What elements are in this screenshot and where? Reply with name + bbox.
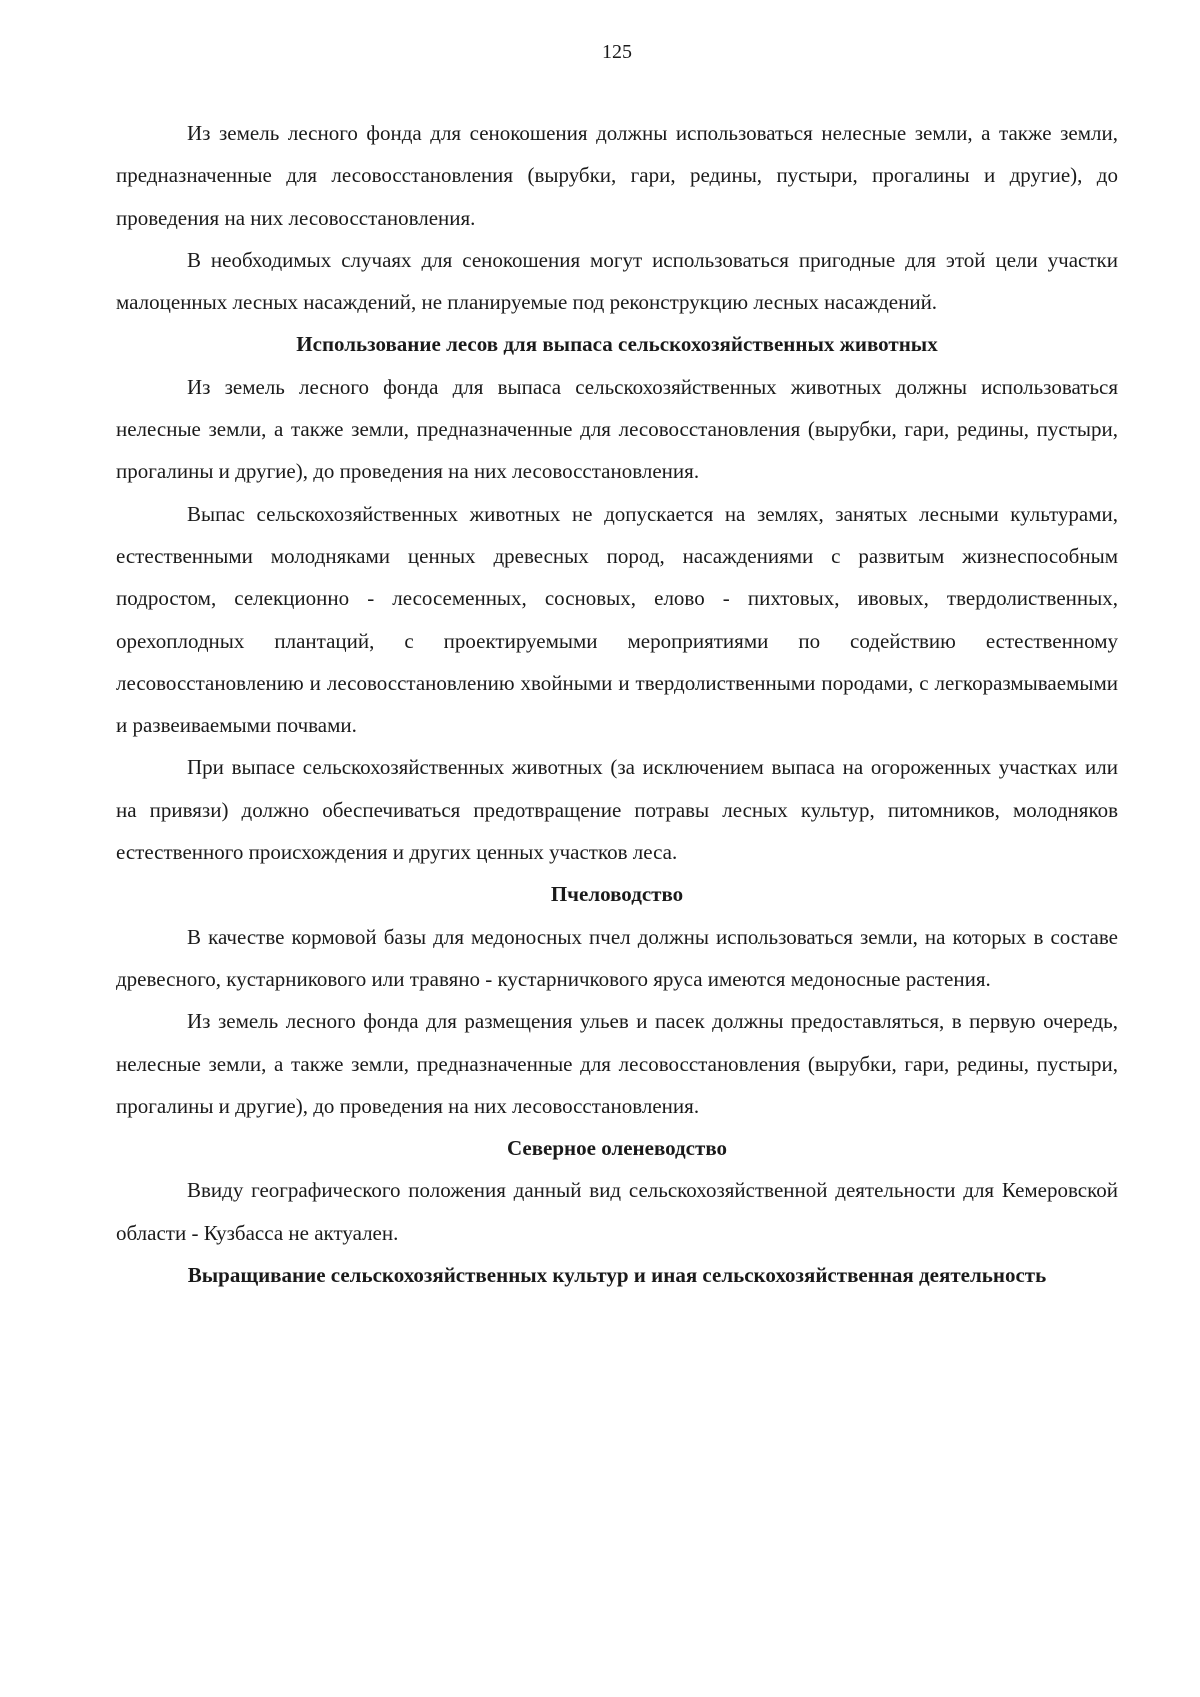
paragraph-beekeeping-hive-placement: Из земель лесного фонда для размещения ульев и пасек должны предоставляться, в первую очередь, нелесные земли, а также земли, предназначенные для лесовосстановления (вырубки, гари, редины, пустыри, прогалины и другие), до проведения на них лесовосстановления. <box>116 1009 1118 1118</box>
page-number: 125 <box>602 41 632 63</box>
document-body <box>116 112 1118 1296</box>
section-heading-beekeeping: Пчеловодство <box>550 882 684 907</box>
paragraph-hay-mowing-lands: Из земель лесного фонда для сенокошения должны использоваться нелесные земли, а также земли, предназначенные для лесовосстановления (вырубки, гари, редины, пустыри, прогалины и другие), до проведения на них лесовосстановления. <box>116 121 1118 230</box>
paragraph-reindeer-herding: Ввиду географического положения данный вид сельскохозяйственной деятельности для Кемеровской области - Кузбасса не актуален. <box>116 1178 1118 1245</box>
paragraph-beekeeping-forage-base: В качестве кормовой базы для медоносных пчел должны использоваться земли, на которых в составе древесного, кустарникового или травяно - кустарничкового яруса имеются медоносные растения. <box>116 924 1118 991</box>
paragraph-hay-mowing-low-value-stands: В необходимых случаях для сенокошения могут использоваться пригодные для этой цели участки малоценных лесных насаждений, не планируемые под реконструкцию лесных насаждений. <box>116 247 1118 315</box>
section-heading-crop-cultivation: Выращивание сельскохозяйственных культур и иная сельскохозяйственная деятельность <box>187 1263 1047 1288</box>
section-heading-reindeer-herding: Северное оленеводство <box>506 1136 728 1161</box>
paragraph-grazing-lands: Из земель лесного фонда для выпаса сельскохозяйственных животных должны использоваться нелесные земли, а также земли, предназначенные для лесовосстановления (вырубки, гари, редины, пустыри, прогалины и другие), до проведения на них лесовосстановления. <box>116 374 1118 484</box>
paragraph-grazing-restrictions: Выпас сельскохозяйственных животных не допускается на землях, занятых лесными культурами, естественными молодняками ценных древесных пород, насаждениями с развитым жизнеспособным подростом, селекционно - лесосеменных, сосновых, елово - пихтовых, ивовых, твердолиственных, орехоплодных плантаций, с проектируемыми мероприятиями по содействию естественному лесовосстановлению и лесовосстановлению хвойными и твердолиственными породами, с легкоразмываемыми и развеиваемыми почвами. <box>116 501 1118 738</box>
section-heading-grazing: Использование лесов для выпаса сельскохозяйственных животных <box>296 332 938 357</box>
paragraph-grazing-protection: При выпасе сельскохозяйственных животных (за исключением выпаса на огороженных участках или на привязи) должно обеспечиваться предотвращение потравы лесных культур, питомников, молодняков естественного происхождения и других ценных участков леса. <box>116 755 1118 865</box>
